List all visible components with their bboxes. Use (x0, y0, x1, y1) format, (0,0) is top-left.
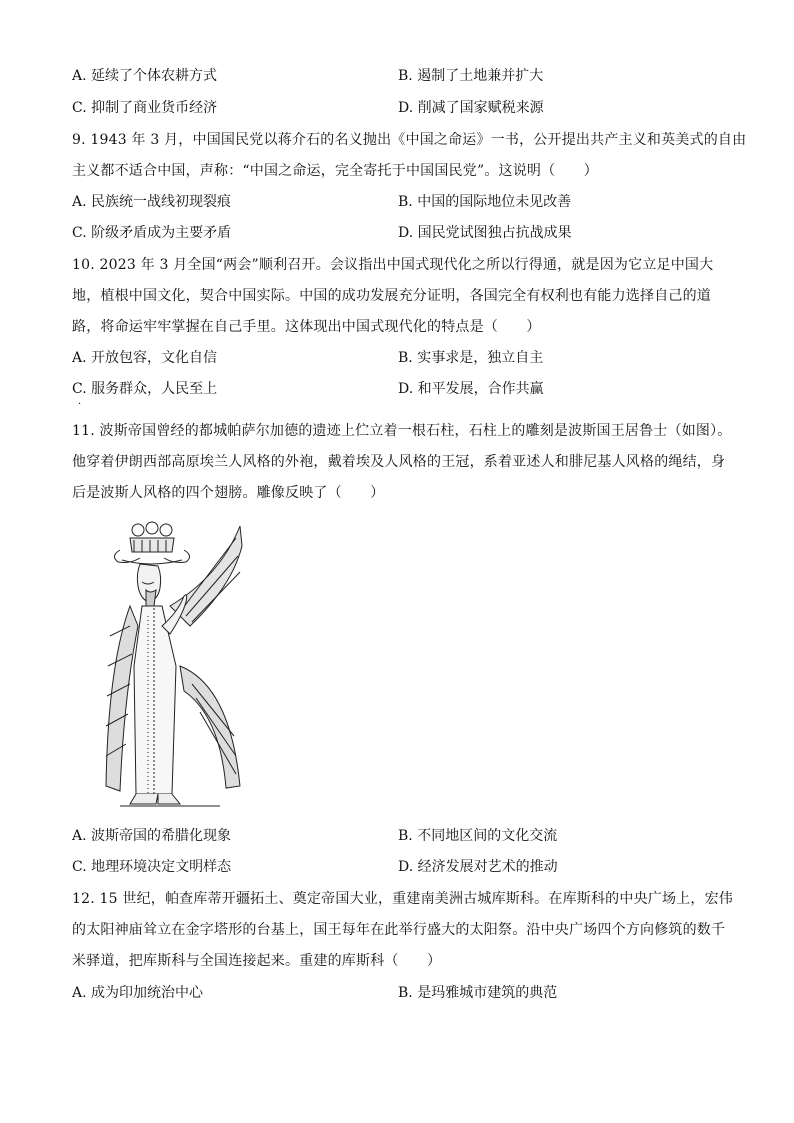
q12-stem-line-3: 米驿道，把库斯科与全国连接起来。重建的库斯科（ ） (72, 953, 442, 969)
q8-option-d: D. 削减了国家赋税来源 (398, 100, 544, 116)
q10-stem-line-3: 路，将命运牢牢掌握在自己手里。这体现出中国式现代化的特点是（ ） (72, 319, 541, 335)
q8-option-a: A. 延续了个体农耕方式 (72, 68, 218, 84)
q12-stem-line-1: 12. 15 世纪，帕查库蒂开疆拓土、奠定帝国大业，重建南美洲古城库斯科。在库斯科的中央广场上，宏伟 (72, 891, 733, 907)
q9-option-b: B. 中国的国际地位未见改善 (398, 194, 572, 210)
q9-stem-line-2: 主义都不适合中国，声称：“中国之命运，完全寄托于中国国民党”。这说明（ ） (72, 163, 598, 179)
q12-option-a: A. 成为印加统治中心 (72, 985, 204, 1001)
stray-mark: · (78, 399, 82, 410)
q10-option-b: B. 实事求是，独立自主 (398, 350, 544, 366)
q8-option-c: C. 抑制了商业货币经济 (72, 100, 218, 116)
q8-option-b: B. 遏制了土地兼并扩大 (398, 68, 544, 84)
q9-option-a: A. 民族统一战线初现裂痕 (72, 194, 232, 210)
q9-option-c: C. 阶级矛盾成为主要矛盾 (72, 225, 232, 241)
q12-option-b: B. 是玛雅城市建筑的典范 (398, 985, 558, 1001)
q11-option-a: A. 波斯帝国的希腊化现象 (72, 828, 232, 844)
q10-option-d: D. 和平发展，合作共赢 (398, 381, 544, 397)
q11-stem-line-2: 他穿着伊朗西部高原埃兰人风格的外袍，戴着埃及人风格的王冠，系着亚述人和腓尼基人风格的绳结，身 (72, 454, 726, 470)
q9-stem-line-1: 9. 1943 年 3 月，中国国民党以蒋介石的名义抛出《中国之命运》一书，公开提出共产主义和英美式的自由 (72, 132, 747, 148)
cyrus-relief-figure (100, 516, 245, 816)
q11-stem-line-3: 后是波斯人风格的四个翅膀。雕像反映了（ ） (72, 485, 385, 501)
q11-option-c: C. 地理环境决定文明样态 (72, 859, 232, 875)
q12-stem-line-2: 的太阳神庙耸立在金字塔形的台基上，国王每年在此举行盛大的太阳祭。沿中央广场四个方向修筑的数千 (72, 922, 726, 938)
q11-option-d: D. 经济发展对艺术的推动 (398, 859, 558, 875)
q11-stem-line-1: 11. 波斯帝国曾经的都城帕萨尔加德的遗迹上伫立着一根石柱，石柱上的雕刻是波斯国王居鲁士（如图）。 (72, 423, 732, 439)
q10-option-a: A. 开放包容，文化自信 (72, 350, 218, 366)
q10-stem-line-1: 10. 2023 年 3 月全国“两会”顺利召开。会议指出中国式现代化之所以行得通，就是因为它立足中国大 (72, 257, 714, 273)
q10-option-c: C. 服务群众，人民至上 (72, 381, 218, 397)
q9-option-d: D. 国民党试图独占抗战成果 (398, 225, 572, 241)
q11-option-b: B. 不同地区间的文化交流 (398, 828, 558, 844)
q10-stem-line-2: 地，植根中国文化，契合中国实际。中国的成功发展充分证明，各国完全有权利也有能力选择自己的道 (72, 288, 711, 304)
